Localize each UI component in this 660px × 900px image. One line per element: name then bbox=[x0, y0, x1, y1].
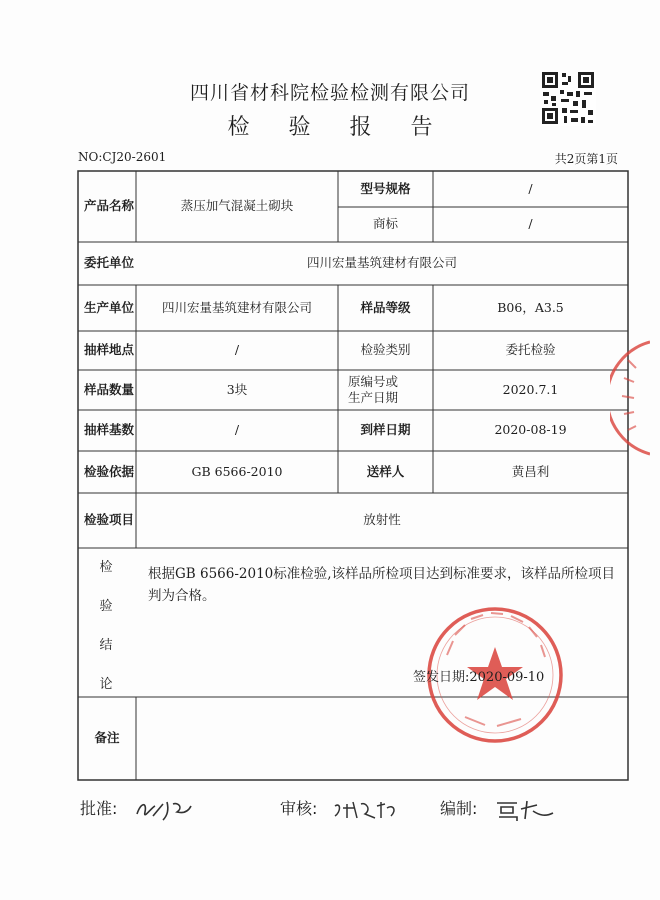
compile-signature bbox=[440, 796, 561, 823]
report-number: NO:CJ20-2601 bbox=[78, 150, 167, 164]
quantity-label: 样品数量 bbox=[84, 381, 135, 397]
orig-no-label: 原编号或 生产日期 bbox=[348, 373, 399, 405]
product-name-value: 蒸压加气混凝土砌块 bbox=[180, 198, 294, 214]
page-info: 共2页第1页 bbox=[554, 152, 618, 166]
approve-signature-icon bbox=[133, 798, 195, 822]
orig-no-value: 2020.7.1 bbox=[502, 381, 559, 397]
conclusion-text: 根据GB 6566-2010标准检验,该样品所检项目达到标准要求，该样品所检项目判为合格。 bbox=[148, 566, 616, 604]
model-label: 型号规格 bbox=[360, 180, 411, 196]
sampling-site-label: 抽样地点 bbox=[84, 342, 135, 358]
arrival-label: 到样日期 bbox=[360, 422, 411, 438]
arrival-value: 2020-08-19 bbox=[494, 422, 567, 438]
report-title: 检 验 报 告 bbox=[227, 115, 449, 140]
company-name: 四川省材科院检验检测有限公司 bbox=[189, 82, 470, 104]
sender-label: 送样人 bbox=[366, 463, 405, 479]
grade-label: 样品等级 bbox=[360, 299, 411, 315]
approve-label: 批准: bbox=[80, 799, 118, 818]
base-label: 抽样基数 bbox=[84, 422, 135, 438]
issue-date: 签发日期:2020-09-10 bbox=[413, 670, 545, 685]
remark-label: 备注 bbox=[94, 730, 120, 746]
review-signature-icon bbox=[331, 798, 401, 822]
product-name-label: 产品名称 bbox=[84, 198, 135, 214]
basis-value: GB 6566-2010 bbox=[191, 463, 283, 479]
basis-label: 检验依据 bbox=[84, 463, 135, 479]
compile-signature-icon bbox=[491, 797, 561, 823]
sampling-site-value: / bbox=[234, 342, 240, 358]
compile-label: 编制: bbox=[440, 799, 478, 818]
client-label: 委托单位 bbox=[84, 255, 135, 271]
items-value: 放射性 bbox=[363, 512, 401, 528]
sender-value: 黄昌利 bbox=[511, 463, 550, 479]
producer-label: 生产单位 bbox=[84, 299, 135, 315]
conclusion-char-2: 验 bbox=[99, 599, 113, 614]
conclusion-char-3: 结 bbox=[99, 638, 113, 653]
model-value: / bbox=[528, 180, 533, 196]
inspection-type-value: 委托检验 bbox=[505, 342, 556, 358]
quantity-value: 3块 bbox=[226, 381, 248, 397]
inspection-type-label: 检验类别 bbox=[360, 342, 411, 358]
grade-value: B06，A3.5 bbox=[497, 299, 564, 315]
review-label: 审核: bbox=[280, 799, 318, 818]
brand-value: / bbox=[528, 216, 533, 232]
remark-value bbox=[136, 697, 628, 780]
brand-label: 商标 bbox=[372, 216, 398, 232]
items-label: 检验项目 bbox=[84, 512, 135, 528]
conclusion-char-4: 论 bbox=[99, 677, 113, 692]
client-value: 四川宏量基筑建材有限公司 bbox=[306, 255, 457, 271]
base-value: / bbox=[234, 422, 240, 438]
page-seal-icon bbox=[610, 338, 650, 458]
review-signature bbox=[280, 796, 401, 822]
approve-signature bbox=[80, 796, 195, 822]
producer-value: 四川宏量基筑建材有限公司 bbox=[161, 299, 312, 315]
conclusion-char-1: 检 bbox=[99, 560, 113, 575]
